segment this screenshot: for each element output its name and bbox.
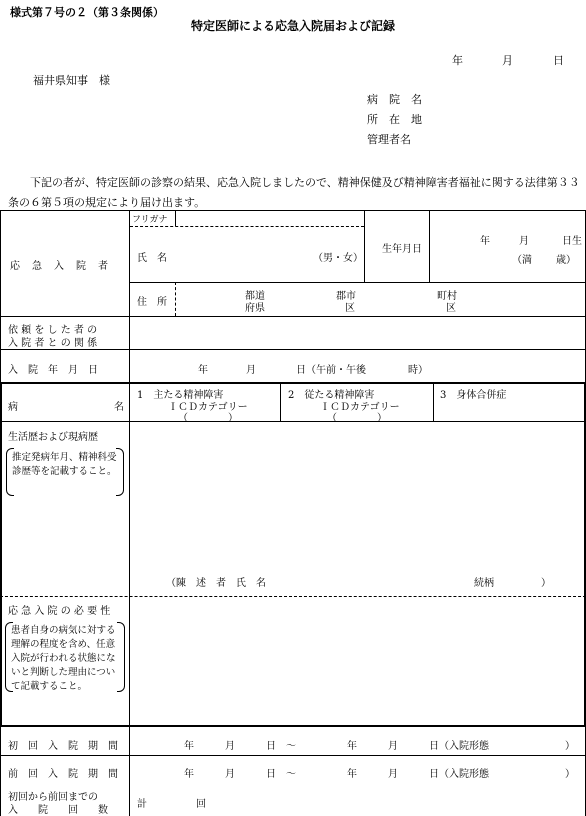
relation-close: ） bbox=[541, 578, 551, 589]
date-day: 日 bbox=[553, 54, 564, 67]
first-period-label: 初 回 入 院 期 間 bbox=[8, 741, 118, 752]
pref-label-2: 府県 bbox=[245, 303, 265, 314]
birth-date-label: 生年月日 bbox=[382, 244, 422, 255]
pref-label-1: 都道 bbox=[245, 291, 265, 302]
history-note: 推定発病年月、精神科受診歴等を記載すること。 bbox=[12, 452, 117, 477]
notification-text: 下記の者が、特定医師の診察の結果、応急入院しましたので、精神保健及び精神障害者福祉に関する法律第３３条の６第５項の規定により届け出ます。 bbox=[8, 176, 580, 209]
admission-day-ampm: 日（午前・午後 bbox=[296, 365, 366, 376]
necessity-note: 患者自身の病気に対する理解の程度を含め、任意入院が行われる状態にないと判断した理由について記載すること。 bbox=[11, 625, 116, 692]
address-label: 住 所 bbox=[137, 297, 167, 308]
first-period-day2-type: 日（入院形態 bbox=[429, 741, 489, 752]
county-label-2: 区 bbox=[345, 303, 355, 314]
document-title: 特定医師による応急入院届および記録 bbox=[190, 19, 395, 33]
prev-period-label: 前 回 入 院 期 間 bbox=[8, 769, 118, 780]
statement-person-label: （陳 述 者 氏 名 bbox=[166, 578, 266, 589]
history-label: 生活歴および現病歴 bbox=[8, 432, 98, 443]
disease-label-left: 病 bbox=[8, 402, 18, 413]
birth-month: 月 bbox=[519, 236, 529, 247]
age-close: 歳） bbox=[556, 255, 576, 266]
secondary-icd-label: ＩＣＤカテゴリー bbox=[320, 402, 400, 413]
physical-comorbidity-title: 3 身体合併症 bbox=[440, 390, 507, 401]
sex-choice: （男・女） bbox=[313, 253, 363, 264]
disease-label-right: 名 bbox=[114, 402, 124, 413]
hospital-name-label: 病 院 名 bbox=[367, 93, 422, 106]
primary-icd-label: ＩＣＤカテゴリー bbox=[168, 402, 248, 413]
first-period-year1: 年 bbox=[184, 741, 194, 752]
requester-label-1: 依 頼 を し た 者 の bbox=[8, 325, 98, 336]
admission-year: 年 bbox=[198, 365, 208, 376]
admission-month: 月 bbox=[246, 365, 256, 376]
first-period-close: ） bbox=[565, 741, 575, 752]
birth-day: 日生 bbox=[562, 236, 582, 247]
secondary-icd-paren: （ ） bbox=[327, 413, 387, 424]
town-label-1: 町村 bbox=[437, 291, 457, 302]
first-period-month2: 月 bbox=[388, 741, 398, 752]
admission-count-label-2: 入 院 回 数 bbox=[8, 805, 108, 816]
prev-period-year1: 年 bbox=[184, 769, 194, 780]
hospital-address-label: 所 在 地 bbox=[367, 113, 422, 126]
relation-label: 続柄 bbox=[474, 578, 494, 589]
admission-date-label: 入 院 年 月 日 bbox=[8, 365, 98, 376]
admission-count-unit: 回 bbox=[196, 799, 206, 810]
county-label-1: 郡市 bbox=[336, 291, 356, 302]
admission-count-label-1: 初回から前回までの bbox=[8, 792, 98, 803]
form-number: 様式第７号の２（第３条関係） bbox=[10, 6, 164, 19]
prev-period-year2: 年 bbox=[347, 769, 357, 780]
birth-year: 年 bbox=[480, 236, 490, 247]
first-period-year2: 年 bbox=[347, 741, 357, 752]
date-year: 年 bbox=[452, 54, 463, 67]
prev-period-month1: 月 bbox=[225, 769, 235, 780]
name-label: 氏 名 bbox=[137, 253, 167, 264]
first-period-month1: 月 bbox=[225, 741, 235, 752]
hospital-manager-label: 管理者名 bbox=[367, 133, 411, 146]
prev-period-month2: 月 bbox=[388, 769, 398, 780]
secondary-disorder-title: 2 従たる精神障害 bbox=[288, 390, 375, 401]
primary-disorder-title: 1 主たる精神障害 bbox=[137, 390, 224, 401]
addressee: 福井県知事 様 bbox=[33, 74, 110, 87]
admission-hour: 時） bbox=[408, 365, 428, 376]
prev-period-day1: 日 〜 bbox=[266, 769, 296, 780]
date-month: 月 bbox=[502, 54, 513, 67]
prev-period-close: ） bbox=[565, 769, 575, 780]
first-period-day1: 日 〜 bbox=[266, 741, 296, 752]
requester-label-2: 入 院 者 と の 関 係 bbox=[8, 338, 98, 349]
admission-count-total: 計 bbox=[137, 799, 147, 810]
patient-row-label: 応 急 入 院 者 bbox=[10, 261, 109, 272]
town-label-2: 区 bbox=[446, 303, 456, 314]
primary-icd-paren: （ ） bbox=[178, 413, 238, 424]
necessity-label: 応 急 入 院 の 必 要 性 bbox=[8, 606, 111, 617]
furigana-label: フリガナ bbox=[132, 215, 168, 225]
prev-period-day2-type: 日（入院形態 bbox=[429, 769, 489, 780]
age-open: （満 bbox=[512, 255, 532, 266]
